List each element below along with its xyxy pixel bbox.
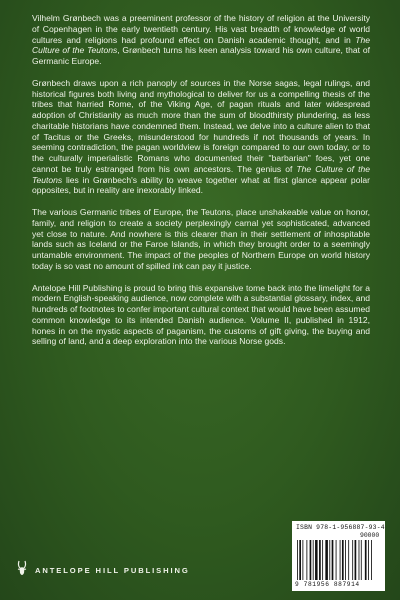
barcode-number: 9 781956 887914 [295, 581, 360, 588]
isbn-barcode [292, 521, 385, 591]
isbn-label: ISBN 978-1-956887-93-4 [296, 524, 385, 531]
blurb-text-block [32, 13, 370, 358]
blurb-paragraph-3: The various Germanic tribes of Europe, the Teutons, place unshakeable value on honor, family, and religion to create a society perplexingly carnal yet sophisticated, advanced yet close to nature. And nowhere is this clearer than in their settlement of inhospitable lands such as Iceland or the Faroe Islands, in which they brought order to a seemingly untamable environment. The impact of the peoples of Northern Europe on world history today is so vast no amount of spilled ink can pay it justice. [32, 207, 370, 271]
blurb-paragraph-2: Grønbech draws upon a rich panoply of sources in the Norse sagas, legal rulings, and historical figures both living and mythological to deliver for us a compelling thesis of the tribes that harried Rome, of the Viking Age, of pagan rituals and later widespread adoption of Christianity as much more than the sum of bloodthirsty plundering, as less charitable historians have condemned them. Instead, we delve into a culture alien to that of Tacitus or the Greeks, misunderstood for hundreds if not thousands of years. In seeming contradiction, the pagan worldview is foreign compared to our own today, or to the culturally imperialistic Romans who documented their "barbarian" foes, yet one cannot be truly estranged from his own ancestors. The genius of The Culture of the Teutons lies in Grønbech's ability to weave together what at first glance appear polar opposites, but in reality are inexorably linked. [32, 77, 371, 196]
blurb-paragraph-1: Vilhelm Grønbech was a preeminent professor of the history of religion at the University of Copenhagen in the early twentieth century. His vast breadth of knowledge of world cultures and religions had profound effect on Danish academic thought, and in The Culture of the Teutons, Grønbech turns his keen analysis toward his own culture, that of Germanic Europe. [32, 13, 370, 66]
publisher-imprint [14, 560, 190, 580]
price-code: 90000 [360, 532, 380, 539]
barcode-bars [296, 540, 382, 580]
publisher-name: ANTELOPE HILL PUBLISHING [35, 565, 190, 575]
antelope-head-icon [14, 560, 30, 580]
blurb-paragraph-4: Antelope Hill Publishing is proud to bring this expansive tome back into the limelight for a modern English-speaking audience, now complete with a substantial glossary, index, and hundreds of footnotes to confer important cultural context that would have been assumed common knowledge to its intended Danish audience. Volume II, published in 1912, hones in on the mystic aspects of paganism, the customs of gift giving, the buying and selling of land, and a deep exploration into the various Norse gods. [32, 282, 370, 347]
